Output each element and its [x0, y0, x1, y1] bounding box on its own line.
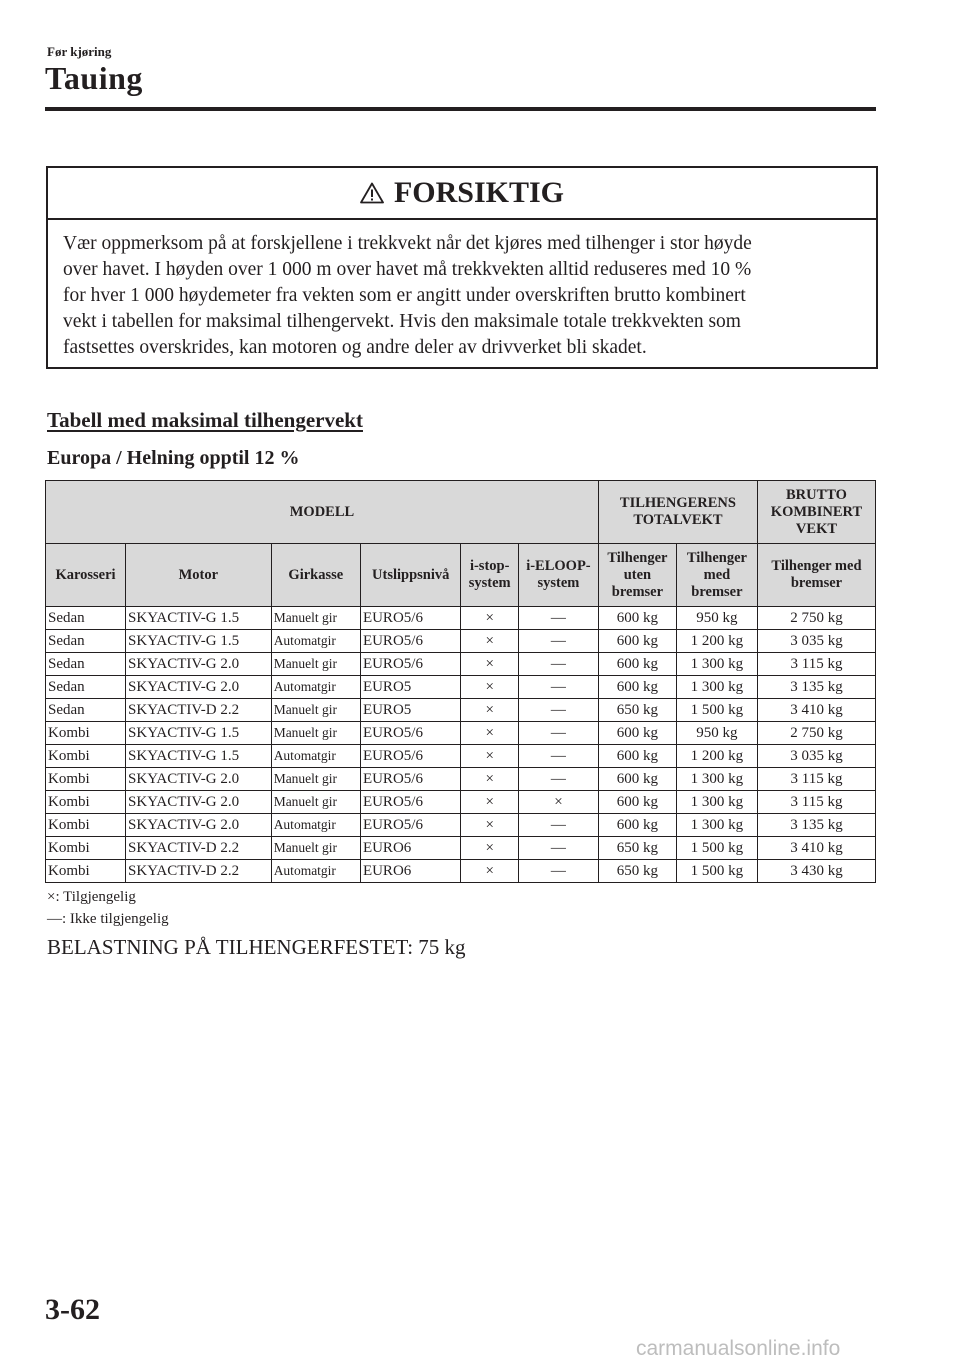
cell-gross: 3 430 kg	[757, 860, 875, 883]
header-trailer-total: TILHENGERENS TOTALVEKT	[598, 481, 757, 544]
trailer-weight-table	[45, 480, 876, 883]
cell-ieloop: —	[518, 676, 598, 699]
col-transmission: Girkasse	[271, 544, 360, 607]
cell-transmission: Automatgir	[271, 745, 360, 768]
cell-body: Kombi	[46, 722, 126, 745]
col-engine: Motor	[126, 544, 272, 607]
col-body: Karosseri	[46, 544, 126, 607]
cell-ieloop: —	[518, 814, 598, 837]
table-subtitle: Europa / Helning opptil 12 %	[47, 447, 300, 469]
cell-transmission: Manuelt gir	[271, 722, 360, 745]
cell-engine: SKYACTIV-G 2.0	[126, 676, 272, 699]
cell-emission: EURO5/6	[360, 814, 461, 837]
cell-braked: 1 300 kg	[676, 653, 757, 676]
caution-line: over havet. I høyden over 1 000 m over havet må trekkvekten alltid reduseres med 10 %	[63, 259, 752, 280]
cell-engine: SKYACTIV-D 2.2	[126, 837, 272, 860]
cell-braked: 1 200 kg	[676, 630, 757, 653]
cell-braked: 1 300 kg	[676, 791, 757, 814]
cell-istop: ×	[461, 768, 518, 791]
cell-body: Sedan	[46, 607, 126, 630]
cell-engine: SKYACTIV-D 2.2	[126, 860, 272, 883]
cell-emission: EURO5/6	[360, 653, 461, 676]
cell-braked: 1 300 kg	[676, 676, 757, 699]
table-title: Tabell med maksimal tilhengervekt	[47, 408, 363, 432]
col-istop: i-stop-system	[461, 544, 518, 607]
cell-istop: ×	[461, 837, 518, 860]
cell-istop: ×	[461, 699, 518, 722]
caution-box	[46, 166, 878, 369]
cell-transmission: Automatgir	[271, 860, 360, 883]
cell-unbraked: 600 kg	[598, 745, 676, 768]
header-gross-combined: BRUTTO KOMBINERT VEKT	[757, 481, 875, 544]
legend-not-available: —: Ikke tilgjengelig	[47, 911, 169, 927]
warning-icon	[360, 182, 384, 204]
table-row	[46, 745, 876, 768]
cell-ieloop: ×	[518, 791, 598, 814]
section-label: Før kjøring	[47, 44, 112, 59]
caution-line: Vær oppmerksom på at forskjellene i trekkvekt når det kjøres med tilhenger i stor høyde	[63, 233, 752, 254]
cell-body: Kombi	[46, 814, 126, 837]
cell-istop: ×	[461, 722, 518, 745]
cell-emission: EURO5/6	[360, 607, 461, 630]
cell-gross: 3 410 kg	[757, 699, 875, 722]
cell-body: Sedan	[46, 699, 126, 722]
cell-transmission: Manuelt gir	[271, 607, 360, 630]
table-row	[46, 699, 876, 722]
cell-transmission: Manuelt gir	[271, 791, 360, 814]
col-gross-braked: Tilhenger med bremser	[757, 544, 875, 607]
cell-braked: 1 300 kg	[676, 814, 757, 837]
cell-unbraked: 600 kg	[598, 768, 676, 791]
cell-transmission: Manuelt gir	[271, 768, 360, 791]
header-model: MODELL	[46, 481, 599, 544]
cell-gross: 3 410 kg	[757, 837, 875, 860]
table-body	[46, 607, 876, 883]
watermark: carmanualsonline.info	[636, 1337, 841, 1360]
cell-emission: EURO5/6	[360, 745, 461, 768]
cell-engine: SKYACTIV-G 2.0	[126, 653, 272, 676]
cell-engine: SKYACTIV-G 1.5	[126, 607, 272, 630]
caution-line: vekt i tabellen for maksimal tilhengervekt. Hvis den maksimale totale trekkvekten som	[63, 311, 741, 332]
cell-gross: 3 135 kg	[757, 814, 875, 837]
cell-body: Sedan	[46, 630, 126, 653]
cell-body: Kombi	[46, 791, 126, 814]
cell-gross: 3 115 kg	[757, 791, 875, 814]
cell-istop: ×	[461, 653, 518, 676]
cell-braked: 950 kg	[676, 607, 757, 630]
cell-ieloop: —	[518, 653, 598, 676]
cell-body: Kombi	[46, 837, 126, 860]
cell-unbraked: 600 kg	[598, 814, 676, 837]
caution-heading: FORSIKTIG	[393, 176, 565, 209]
cell-gross: 3 115 kg	[757, 653, 875, 676]
cell-braked: 950 kg	[676, 722, 757, 745]
cell-braked: 1 500 kg	[676, 860, 757, 883]
cell-unbraked: 600 kg	[598, 676, 676, 699]
cell-istop: ×	[461, 860, 518, 883]
cell-unbraked: 600 kg	[598, 653, 676, 676]
cell-unbraked: 650 kg	[598, 699, 676, 722]
cell-emission: EURO5	[360, 699, 461, 722]
cell-engine: SKYACTIV-D 2.2	[126, 699, 272, 722]
cell-gross: 3 035 kg	[757, 745, 875, 768]
cell-transmission: Manuelt gir	[271, 653, 360, 676]
table-row	[46, 791, 876, 814]
col-braked: Tilhenger med bremser	[676, 544, 757, 607]
cell-ieloop: —	[518, 745, 598, 768]
cell-istop: ×	[461, 745, 518, 768]
cell-engine: SKYACTIV-G 1.5	[126, 630, 272, 653]
cell-ieloop: —	[518, 860, 598, 883]
cell-ieloop: —	[518, 699, 598, 722]
page-number: 3-62	[45, 1293, 100, 1326]
cell-engine: SKYACTIV-G 2.0	[126, 814, 272, 837]
cell-emission: EURO5	[360, 676, 461, 699]
cell-emission: EURO5/6	[360, 630, 461, 653]
col-emission: Utslippsnivå	[360, 544, 461, 607]
col-ieloop: i-ELOOP-system	[518, 544, 598, 607]
cell-ieloop: —	[518, 630, 598, 653]
table-row	[46, 722, 876, 745]
caution-header	[48, 168, 876, 220]
table-row	[46, 676, 876, 699]
legend-available: ×: Tilgjengelig	[47, 889, 136, 905]
table-row	[46, 814, 876, 837]
cell-unbraked: 600 kg	[598, 630, 676, 653]
cell-emission: EURO5/6	[360, 791, 461, 814]
col-unbraked: Tilhenger uten bremser	[598, 544, 676, 607]
cell-istop: ×	[461, 814, 518, 837]
table-row	[46, 837, 876, 860]
cell-ieloop: —	[518, 768, 598, 791]
cell-braked: 1 500 kg	[676, 699, 757, 722]
cell-unbraked: 650 kg	[598, 860, 676, 883]
table-row	[46, 630, 876, 653]
caution-text	[48, 220, 876, 361]
title-rule	[45, 107, 876, 111]
cell-transmission: Manuelt gir	[271, 837, 360, 860]
cell-istop: ×	[461, 676, 518, 699]
table-row	[46, 653, 876, 676]
cell-emission: EURO6	[360, 837, 461, 860]
cell-unbraked: 600 kg	[598, 722, 676, 745]
cell-body: Sedan	[46, 676, 126, 699]
cell-gross: 2 750 kg	[757, 722, 875, 745]
cell-gross: 3 115 kg	[757, 768, 875, 791]
page-title: Tauing	[45, 60, 143, 96]
cell-istop: ×	[461, 607, 518, 630]
cell-transmission: Automatgir	[271, 676, 360, 699]
cell-engine: SKYACTIV-G 2.0	[126, 791, 272, 814]
cell-body: Kombi	[46, 745, 126, 768]
cell-istop: ×	[461, 630, 518, 653]
hitch-load: BELASTNING PÅ TILHENGERFESTET: 75 kg	[47, 935, 466, 959]
cell-transmission: Automatgir	[271, 630, 360, 653]
cell-unbraked: 650 kg	[598, 837, 676, 860]
cell-emission: EURO6	[360, 860, 461, 883]
cell-emission: EURO5/6	[360, 722, 461, 745]
cell-transmission: Automatgir	[271, 814, 360, 837]
cell-ieloop: —	[518, 722, 598, 745]
table-row	[46, 768, 876, 791]
cell-braked: 1 300 kg	[676, 768, 757, 791]
cell-unbraked: 600 kg	[598, 791, 676, 814]
cell-istop: ×	[461, 791, 518, 814]
caution-line: for hver 1 000 høydemeter fra vekten som er angitt under overskriften brutto kombinert	[63, 285, 746, 306]
caution-line: fastsettes overskrides, kan motoren og andre deler av drivverket bli skadet.	[63, 337, 647, 358]
table-row	[46, 607, 876, 630]
table-row	[46, 860, 876, 883]
cell-gross: 2 750 kg	[757, 607, 875, 630]
cell-ieloop: —	[518, 837, 598, 860]
cell-transmission: Manuelt gir	[271, 699, 360, 722]
cell-braked: 1 500 kg	[676, 837, 757, 860]
cell-emission: EURO5/6	[360, 768, 461, 791]
cell-body: Kombi	[46, 768, 126, 791]
cell-gross: 3 035 kg	[757, 630, 875, 653]
cell-body: Kombi	[46, 860, 126, 883]
cell-engine: SKYACTIV-G 1.5	[126, 722, 272, 745]
cell-engine: SKYACTIV-G 2.0	[126, 768, 272, 791]
cell-ieloop: —	[518, 607, 598, 630]
cell-unbraked: 600 kg	[598, 607, 676, 630]
cell-gross: 3 135 kg	[757, 676, 875, 699]
cell-braked: 1 200 kg	[676, 745, 757, 768]
cell-engine: SKYACTIV-G 1.5	[126, 745, 272, 768]
cell-body: Sedan	[46, 653, 126, 676]
